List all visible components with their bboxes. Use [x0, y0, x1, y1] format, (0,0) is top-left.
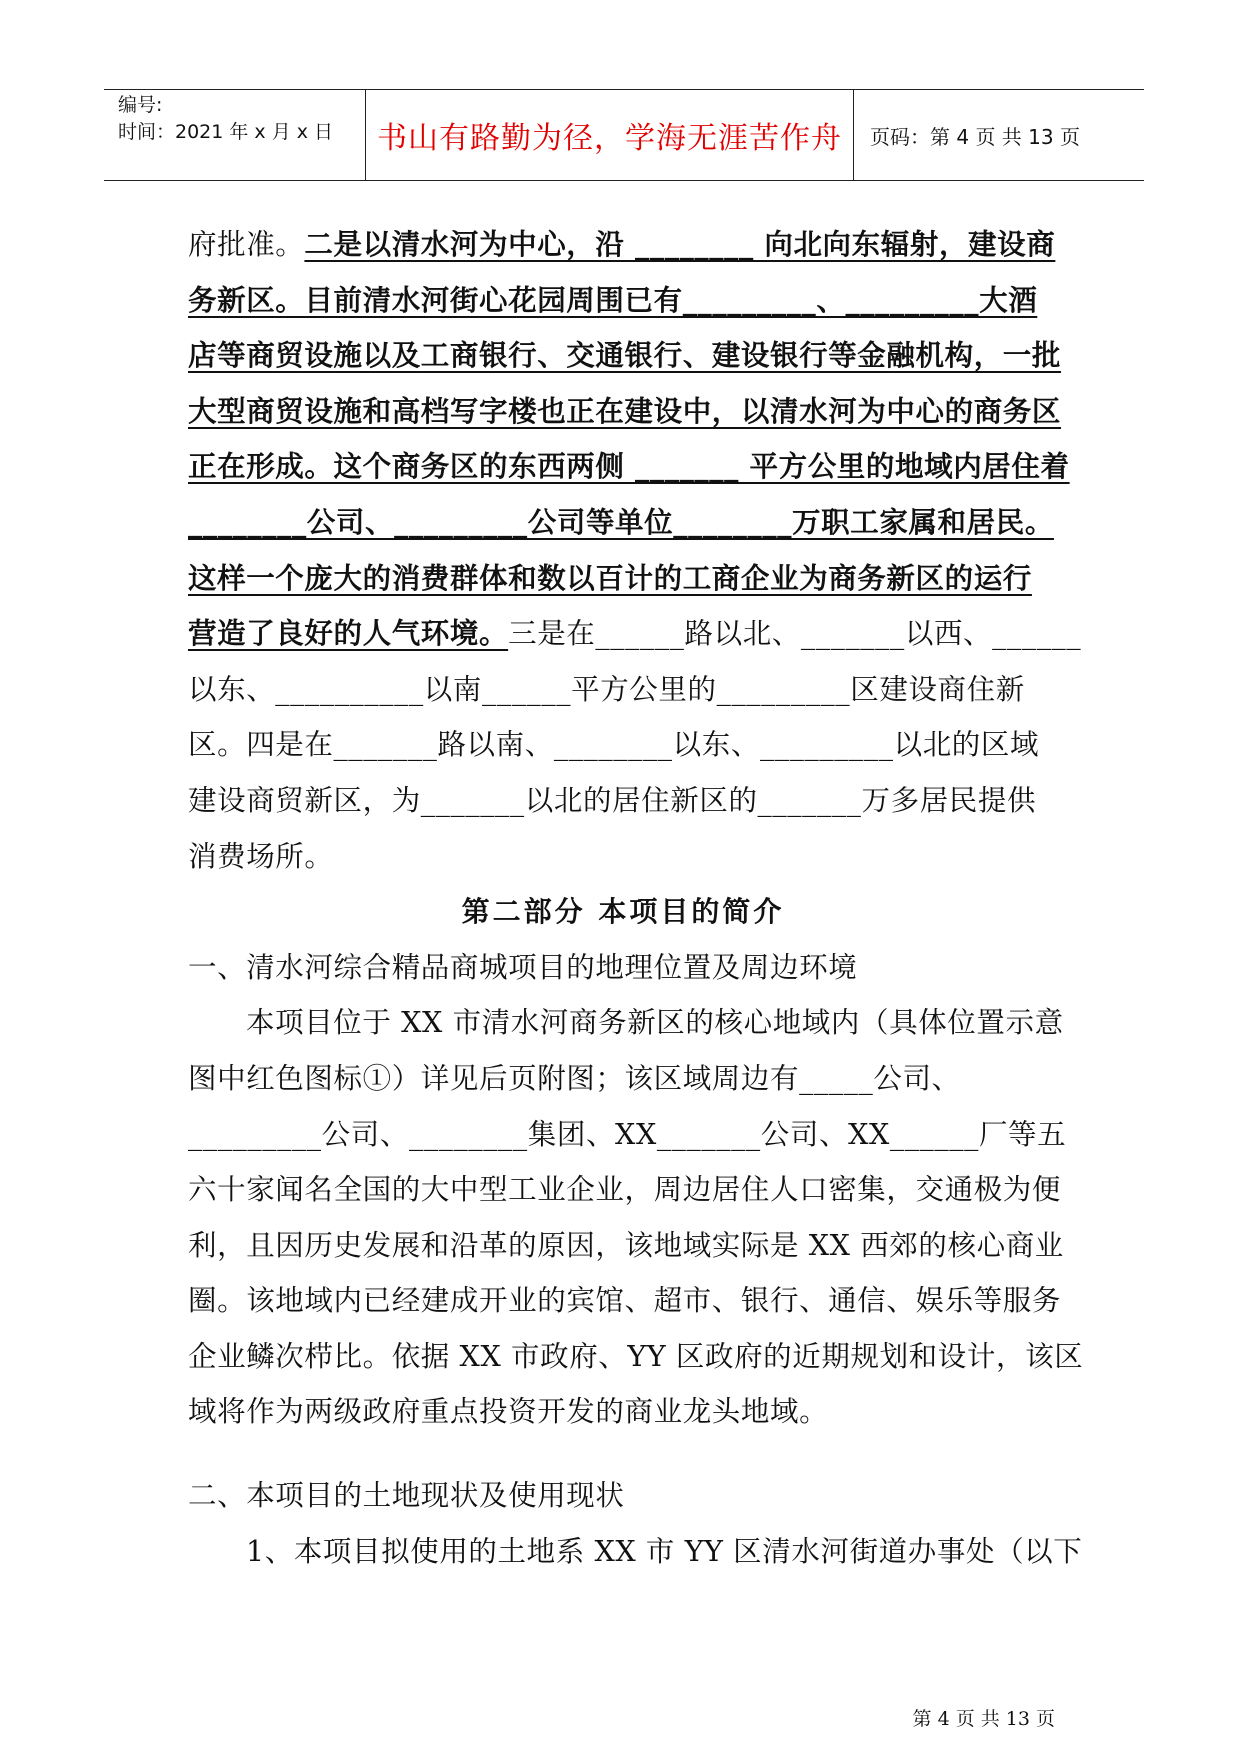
text-run: 二是以清水河为中心，沿 ________ 向北向东辐射，建设商	[304, 228, 1056, 261]
paragraph-land	[188, 1471, 1083, 1582]
text-run: 三是在______路以北、_______以西、______	[508, 617, 1082, 651]
time-label: 时间：2021 年 x 月 x 日	[118, 121, 334, 143]
text-line	[188, 554, 1058, 610]
text-run: 府批准。	[188, 228, 305, 261]
text-run: 区。四是在_______路以南、________以东、_________以北的区域	[188, 728, 1040, 762]
text-line	[188, 832, 1058, 888]
text-run: 正在形成。这个商务区的东西两侧 _______ 平方公里的地域内居住着	[188, 450, 1070, 484]
text-run: 营造了良好的人气环境。	[188, 617, 509, 651]
text-run: 建设商贸新区，为_______以北的居住新区的_______万多居民提供	[188, 783, 1037, 817]
text-run: 这样一个庞大的消费群体和数以百计的工商企业为商务新区的运行	[188, 561, 1032, 595]
text-line: _________公司、________集团、XX_______公司、XX______厂等五	[188, 1117, 1067, 1151]
text-line: 域将作为两级政府重点投资开发的商业龙头地域。	[188, 1395, 829, 1429]
section-title: 第二部分 本项目的简介	[461, 895, 785, 929]
document-body	[188, 220, 1084, 1582]
header-page-code: 页码：第 4 页 共 13 页	[870, 124, 1080, 149]
text-line: 六十家闻名全国的大中型工业企业，周边居住人口密集，交通极为便	[188, 1173, 1062, 1207]
text-line: 本项目位于 XX 市清水河商务新区的核心地域内（具体位置示意	[246, 1006, 1064, 1040]
text-run: 以东、__________以南______平方公里的_________区建设商住新	[188, 672, 1025, 706]
page-header	[104, 89, 1144, 181]
text-line	[188, 609, 1082, 665]
paragraph-location	[188, 943, 1084, 1443]
text-run: 大型商贸设施和高档写字楼也正在建设中，以清水河为中心的商务区	[188, 394, 1062, 428]
text-run: ________公司、_________公司等单位________万职工家属和居民。	[188, 505, 1054, 539]
text-line: 企业鳞次栉比。依据 XX 市政府、YY 区政府的近期规划和设计，该区	[188, 1339, 1084, 1373]
text-line	[188, 665, 1058, 721]
text-line	[188, 276, 1058, 332]
text-line: 1、本项目拟使用的土地系 XX 市 YY 区清水河街道办事处（以下	[246, 1534, 1083, 1568]
text-line	[188, 720, 1058, 776]
paragraph-gap	[188, 1443, 1058, 1471]
subheading-location: 一、清水河综合精品商城项目的地理位置及周边环境	[188, 950, 858, 984]
text-line	[188, 498, 1058, 554]
text-line: 利，且因历史发展和沿革的原因，该地域实际是 XX 西郊的核心商业	[188, 1228, 1064, 1262]
text-line: 图中红色图标①）详见后页附图；该区域周边有_____公司、	[188, 1061, 961, 1095]
text-run: 店等商贸设施以及工商银行、交通银行、建设银行等金融机构，一批	[188, 339, 1062, 373]
text-run: 务新区。目前清水河街心花园周围已有_________、_________大酒	[188, 283, 1038, 317]
text-run: 消费场所。	[188, 839, 334, 873]
page-footer: 第 4 页 共 13 页	[912, 1708, 1055, 1730]
text-line	[188, 387, 1062, 443]
paragraph-policy	[188, 220, 1082, 887]
text-line	[188, 776, 1058, 832]
subheading-land: 二、本项目的土地现状及使用现状	[188, 1479, 625, 1513]
text-line	[188, 331, 1062, 387]
header-meta	[104, 90, 366, 180]
text-line: 圈。该地域内已经建成开业的宾馆、超市、银行、通信、娱乐等服务	[188, 1284, 1062, 1318]
number-label: 编号:	[118, 94, 163, 116]
text-line	[188, 220, 1058, 276]
header-slogan: 书山有路勤为径，学海无涯苦作舟	[366, 90, 854, 180]
text-line	[188, 442, 1070, 498]
